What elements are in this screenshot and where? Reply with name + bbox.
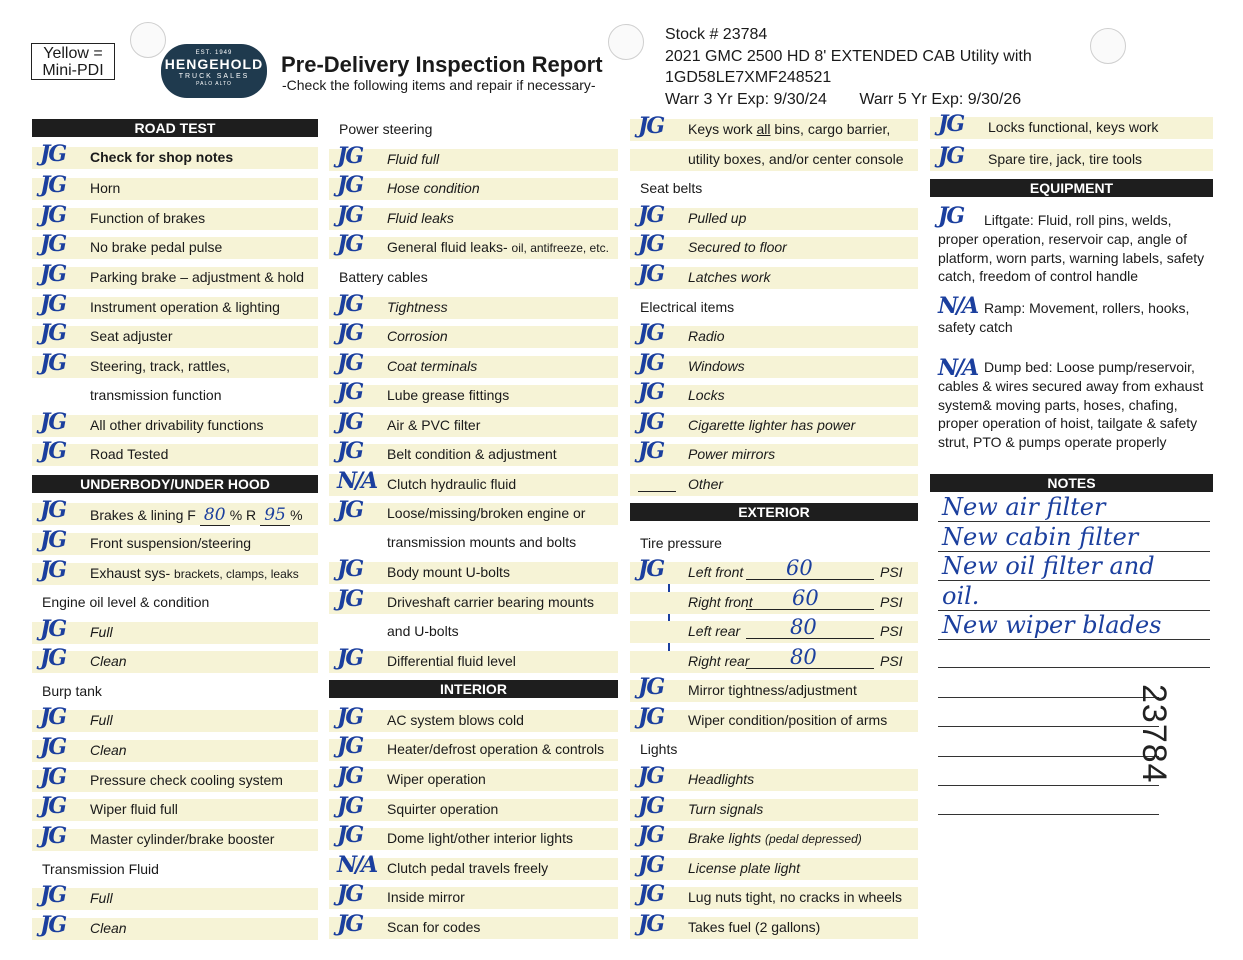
item-label: All other drivability functions	[90, 417, 264, 433]
checklist-row	[329, 556, 618, 584]
initials: JG	[40, 645, 66, 671]
initials: JG	[337, 822, 363, 848]
initials: JG	[337, 143, 363, 169]
item-label: Secured to floor	[688, 239, 787, 255]
item-label: Clean	[90, 742, 127, 758]
checklist-row	[32, 527, 318, 555]
brake-lights-detail: (pedal depressed)	[765, 832, 862, 846]
checklist-row	[329, 763, 618, 791]
checklist-row	[32, 320, 318, 348]
brakes-label: Brakes & lining F	[90, 507, 196, 523]
initials: JG	[638, 202, 664, 228]
initials: N/A	[337, 468, 377, 494]
initials: JG	[638, 320, 664, 346]
checklist-row	[32, 497, 318, 525]
stock-number: Stock # 23784	[665, 26, 768, 43]
checklist-row	[32, 141, 318, 169]
item-label: Master cylinder/brake booster	[90, 831, 275, 847]
company-logo	[161, 44, 267, 98]
checklist-row	[630, 320, 918, 348]
electrical-title: Electrical items	[640, 299, 735, 315]
checklist-row	[329, 793, 618, 821]
initials: JG	[337, 733, 363, 759]
initials: JG	[40, 704, 66, 730]
brakes-lining	[90, 505, 303, 526]
tire-row	[630, 556, 918, 584]
general-leaks-label: General fluid leaks-	[387, 239, 508, 255]
checklist-row	[32, 557, 318, 585]
item-label: Dome light/other interior lights	[387, 830, 573, 846]
item-label: Fluid leaks	[387, 210, 454, 226]
initials: JG	[40, 793, 66, 819]
subsection-title	[32, 592, 318, 614]
binder-hole	[608, 24, 644, 60]
note-text: oil.	[942, 582, 980, 610]
item-label: Clean	[90, 653, 127, 669]
note-line	[938, 697, 1159, 698]
subsection-title	[329, 267, 618, 289]
warranty-dates	[665, 89, 1049, 111]
psi-unit: PSI	[880, 564, 903, 580]
checklist-row	[329, 379, 618, 407]
item-label: Inside mirror	[387, 889, 465, 905]
brakes-front-value: 80	[200, 505, 230, 526]
note-text: New wiper blades	[942, 611, 1162, 639]
item-label: Body mount U-bolts	[387, 564, 510, 580]
initials: JG	[40, 231, 66, 257]
brakes-rear-label: % R	[229, 507, 257, 523]
subsection-title	[32, 681, 318, 703]
note-line	[938, 756, 1159, 757]
item-label: License plate light	[688, 860, 801, 876]
checklist-row	[329, 468, 618, 496]
subsection-title	[329, 119, 618, 141]
item-label: No brake pedal pulse	[90, 239, 223, 255]
item-label: Road Tested	[90, 446, 169, 462]
tire-label: Right front	[688, 594, 753, 610]
checklist-row	[32, 202, 318, 230]
keys-label-b: bins, cargo barrier,	[770, 121, 891, 137]
checklist-row	[329, 350, 618, 378]
item-label: Windows	[688, 358, 745, 374]
item-label: Fluid full	[387, 151, 440, 167]
item-label: Headlights	[688, 771, 755, 787]
checklist-row	[630, 763, 918, 791]
item-label: Wiper condition/position of arms	[688, 712, 888, 728]
checklist-row	[329, 438, 618, 466]
item-label: Parking brake – adjustment & hold	[90, 269, 305, 285]
tire-value: 80	[790, 645, 817, 669]
checklist-row	[329, 320, 618, 348]
subsection-title	[32, 859, 318, 881]
item-label: utility boxes, and/or center console	[688, 151, 904, 167]
vin: 1GD58LE7XMF248521	[665, 69, 832, 86]
initials: JG	[337, 320, 363, 346]
initials: JG	[938, 203, 964, 229]
initials: JG	[337, 497, 363, 523]
checklist-row	[630, 911, 918, 939]
item-label: transmission function	[90, 387, 222, 403]
checklist-row	[329, 231, 618, 259]
checklist-row	[630, 202, 918, 230]
initials: JG	[337, 586, 363, 612]
item-label	[90, 565, 299, 581]
checklist-row	[930, 111, 1213, 139]
tire-label: Left front	[688, 564, 744, 580]
section-header-interior: INTERIOR	[329, 680, 618, 698]
stock-number-stamp: 23784	[1135, 684, 1173, 784]
checklist-row	[930, 143, 1213, 171]
item-label: Heater/defrost operation & controls	[387, 741, 605, 757]
item-label: Tightness	[387, 299, 448, 315]
trans-fluid-title: Transmission Fluid	[42, 861, 159, 877]
initials: JG	[337, 438, 363, 464]
checklist-row	[329, 172, 618, 200]
initials: N/A	[938, 293, 978, 319]
item-label: Clean	[90, 920, 127, 936]
initials: JG	[40, 409, 66, 435]
note-text: New oil filter and	[942, 552, 1155, 580]
item-label: Seat adjuster	[90, 328, 173, 344]
initials: JG	[40, 912, 66, 938]
initials: JG	[337, 645, 363, 671]
power-steering-title: Power steering	[339, 121, 433, 137]
tire-label: Right rear	[688, 653, 750, 669]
initials: JG	[638, 911, 664, 937]
item-label: Coat terminals	[387, 358, 478, 374]
initials: JG	[638, 556, 664, 582]
tire-value: 60	[792, 586, 819, 610]
initials: JG	[638, 881, 664, 907]
checklist-row	[329, 733, 618, 761]
checklist-row	[32, 385, 318, 407]
item-label: and U-bolts	[387, 623, 459, 639]
initials: JG	[638, 852, 664, 878]
checklist-row	[630, 793, 918, 821]
warranty-3yr: Warr 3 Yr Exp: 9/30/24	[665, 90, 827, 108]
checklist-row	[32, 645, 318, 673]
checklist-row	[32, 438, 318, 466]
item-label: Cigarette lighter has power	[688, 417, 856, 433]
initials: JG	[638, 822, 664, 848]
item-label: Corrosion	[387, 328, 448, 344]
item-label: Horn	[90, 180, 121, 196]
report-subtitle: -Check the following items and repair if necessary-	[282, 77, 596, 93]
checklist-row	[329, 291, 618, 319]
checklist-row	[329, 704, 618, 732]
item-label: Latches work	[688, 269, 771, 285]
tire-label: Left rear	[688, 623, 741, 639]
item-label	[387, 239, 609, 255]
checklist-row	[630, 261, 918, 289]
section-header-equipment: EQUIPMENT	[930, 179, 1213, 197]
initials: JG	[40, 497, 66, 523]
brake-lights-label: Brake lights	[688, 830, 762, 846]
item-label: Power mirrors	[688, 446, 776, 462]
lights-title: Lights	[640, 741, 678, 757]
exhaust-label: Exhaust sys-	[90, 565, 171, 581]
initials: JG	[638, 379, 664, 405]
checklist-row	[329, 532, 618, 554]
initials: JG	[638, 350, 664, 376]
checklist-row	[329, 409, 618, 437]
checklist-row	[630, 881, 918, 909]
initials: JG	[638, 409, 664, 435]
initials: JG	[40, 172, 66, 198]
initials: JG	[638, 261, 664, 287]
item-label: Full	[90, 624, 113, 640]
item-label: Squirter operation	[387, 801, 499, 817]
item-label: Pulled up	[688, 210, 747, 226]
subsection-title	[630, 533, 918, 555]
vehicle-info	[665, 24, 1049, 110]
checklist-row	[630, 852, 918, 880]
checklist-row	[329, 143, 618, 171]
tire-pressure-title: Tire pressure	[640, 535, 722, 551]
initials: JG	[40, 557, 66, 583]
item-label: Differential fluid level	[387, 653, 516, 669]
item-label: Hose condition	[387, 180, 480, 196]
initials: JG	[337, 881, 363, 907]
initials: JG	[40, 291, 66, 317]
section-header-road-test: ROAD TEST	[32, 119, 318, 137]
checklist-row	[630, 822, 918, 850]
initials: JG	[337, 763, 363, 789]
item-label: Full	[90, 712, 113, 728]
checklist-row	[630, 350, 918, 378]
checklist-row	[32, 764, 318, 792]
item-label: Radio	[688, 328, 725, 344]
initials: JG	[40, 823, 66, 849]
checklist-row	[630, 704, 918, 732]
checklist-row	[630, 674, 918, 702]
subsection-title	[630, 739, 918, 761]
checklist-row	[32, 409, 318, 437]
item-label: Air & PVC filter	[387, 417, 481, 433]
initials: JG	[337, 704, 363, 730]
checklist-row	[329, 822, 618, 850]
initials: JG	[40, 527, 66, 553]
item-label: Instrument operation & lighting	[90, 299, 280, 315]
checklist-row	[329, 645, 618, 673]
initials: JG	[337, 172, 363, 198]
initials: JG	[337, 202, 363, 228]
seat-belts-title: Seat belts	[640, 180, 703, 196]
section-header-underbody: UNDERBODY/UNDER HOOD	[32, 475, 318, 493]
initials: N/A	[938, 355, 978, 381]
item-label: transmission mounts and bolts	[387, 534, 577, 550]
item-label: Function of brakes	[90, 210, 206, 226]
logo-sub: TRUCK SALES	[178, 73, 250, 80]
ramp-text: Ramp: Movement, rollers, hooks, safety catch	[938, 300, 1190, 335]
note-line	[938, 521, 1210, 522]
initials: JG	[638, 793, 664, 819]
item-label: Spare tire, jack, tire tools	[988, 151, 1143, 167]
checklist-row	[329, 911, 618, 939]
tire-row	[630, 645, 918, 673]
initials: JG	[40, 350, 66, 376]
item-label: Front suspension/steering	[90, 535, 252, 551]
keys-label-all: all	[756, 121, 771, 137]
initials: JG	[40, 438, 66, 464]
brakes-rear-value: 95	[260, 505, 290, 526]
tire-row	[630, 586, 918, 614]
burp-tank-title: Burp tank	[42, 683, 102, 699]
checklist-row	[329, 202, 618, 230]
item-label: Locks functional, keys work	[988, 119, 1159, 135]
warranty-5yr: Warr 5 Yr Exp: 9/30/26	[859, 90, 1022, 108]
initials: JG	[40, 734, 66, 760]
checklist-row	[32, 231, 318, 259]
brakes-percent: %	[290, 507, 303, 523]
initials: JG	[638, 113, 664, 139]
item-label: Clutch pedal travels freely	[387, 860, 549, 876]
item-label: Locks	[688, 387, 725, 403]
checklist-row	[32, 616, 318, 644]
checklist-row	[630, 379, 918, 407]
checklist-row	[32, 291, 318, 319]
checklist-row	[32, 793, 318, 821]
checklist-row	[329, 621, 618, 643]
initials: JG	[638, 438, 664, 464]
item-label: Clutch hydraulic fluid	[387, 476, 517, 492]
battery-title: Battery cables	[339, 269, 428, 285]
checklist-row	[329, 852, 618, 880]
tire-value: 60	[786, 556, 813, 580]
note-line	[938, 580, 1210, 581]
initials: JG	[938, 143, 964, 169]
initials: JG	[40, 320, 66, 346]
item-label: Driveshaft carrier bearing mounts	[387, 594, 594, 610]
logo-location: PALO ALTO	[196, 81, 232, 87]
tire-value: 80	[790, 615, 817, 639]
item-label: Belt condition & adjustment	[387, 446, 557, 462]
section-header-exterior: EXTERIOR	[630, 503, 918, 521]
checklist-row	[32, 912, 318, 940]
note-text: New cabin filter	[942, 523, 1139, 551]
checklist-row	[630, 113, 918, 141]
checklist-row	[32, 172, 318, 200]
checklist-row	[32, 704, 318, 732]
checklist-row	[32, 350, 318, 378]
item-label: Steering, track, rattles,	[90, 358, 231, 374]
dump-bed-text: Dump bed: Loose pump/reservoir, cables & wires secured away from exhaust system& moving parts, hoses, chafing, proper operation of hoist, tailgate & safety strut, PTO & pumps operate properly	[938, 359, 1204, 451]
checklist-row	[32, 882, 318, 910]
subsection-title	[630, 297, 918, 319]
initials: JG	[638, 674, 664, 700]
initials: JG	[40, 261, 66, 287]
item-label: Takes fuel (2 gallons)	[688, 919, 821, 935]
initials: JG	[337, 350, 363, 376]
item-label: Pressure check cooling system	[90, 772, 283, 788]
checklist-row	[32, 261, 318, 289]
initials: JG	[337, 409, 363, 435]
note-line	[938, 726, 1159, 727]
note-line	[938, 814, 1159, 815]
blank-initials-line	[638, 491, 676, 492]
vehicle-description: 2021 GMC 2500 HD 8' EXTENDED CAB Utility with	[665, 47, 1032, 65]
checklist-row	[329, 586, 618, 614]
initials: N/A	[337, 852, 377, 878]
checklist-row	[630, 409, 918, 437]
initials: JG	[638, 231, 664, 257]
initials: JG	[40, 202, 66, 228]
item-label: Other	[688, 476, 724, 492]
general-leaks-detail: oil, antifreeze, etc.	[511, 241, 609, 255]
psi-unit: PSI	[880, 623, 903, 639]
initials: JG	[938, 111, 964, 137]
item-label: Lube grease fittings	[387, 387, 510, 403]
subsection-title	[630, 178, 918, 200]
initials: JG	[337, 379, 363, 405]
note-line	[938, 639, 1210, 640]
section-header-notes: NOTES	[930, 474, 1213, 492]
initials: JG	[638, 763, 664, 789]
initials: JG	[40, 616, 66, 642]
exhaust-detail: brackets, clamps, leaks	[174, 567, 299, 581]
item-label	[688, 830, 862, 846]
note-text: New air filter	[942, 493, 1106, 521]
item-label: Wiper fluid full	[90, 801, 178, 817]
psi-unit: PSI	[880, 594, 903, 610]
initials: JG	[337, 556, 363, 582]
initials: JG	[638, 704, 664, 730]
logo-est: EST. 1949	[195, 50, 233, 56]
note-line	[938, 667, 1210, 668]
item-label: Wiper operation	[387, 771, 486, 787]
item-label: Lug nuts tight, no cracks in wheels	[688, 889, 903, 905]
binder-hole	[1090, 28, 1126, 64]
keys-label-a: Keys work	[688, 121, 757, 137]
item-label: Check for shop notes	[90, 149, 234, 165]
psi-unit: PSI	[880, 653, 903, 669]
item-label: Turn signals	[688, 801, 764, 817]
checklist-row	[329, 497, 618, 525]
item-label: Full	[90, 890, 113, 906]
logo-brand: HENGEHOLD	[164, 56, 264, 72]
liftgate-text: Liftgate: Fluid, roll pins, welds, proper operation, reservoir cap, angle of platform, worn parts, warning labels, safety catch, freedom of control handle	[938, 212, 1205, 285]
checklist-row	[32, 823, 318, 851]
checklist-row	[32, 734, 318, 762]
checklist-row	[329, 881, 618, 909]
item-label: AC system blows cold	[387, 712, 524, 728]
initials: JG	[40, 882, 66, 908]
item-label: Mirror tightness/adjustment	[688, 682, 857, 698]
checklist-row	[630, 149, 918, 171]
checklist-row	[630, 231, 918, 259]
initials: JG	[337, 911, 363, 937]
mini-pdi-note: Yellow = Mini-PDI	[31, 43, 115, 80]
item-label	[688, 121, 890, 137]
report-title: Pre-Delivery Inspection Report	[281, 52, 603, 77]
initials: JG	[40, 764, 66, 790]
checklist-row	[630, 474, 918, 496]
initials: JG	[337, 231, 363, 257]
initials: JG	[337, 793, 363, 819]
engine-oil-title: Engine oil level & condition	[42, 594, 210, 610]
item-label: Loose/missing/broken engine or	[387, 505, 586, 521]
tire-row	[630, 615, 918, 643]
initials: JG	[337, 291, 363, 317]
initials: JG	[40, 141, 66, 167]
item-label: Scan for codes	[387, 919, 481, 935]
note-line	[938, 785, 1159, 786]
checklist-row	[630, 438, 918, 466]
